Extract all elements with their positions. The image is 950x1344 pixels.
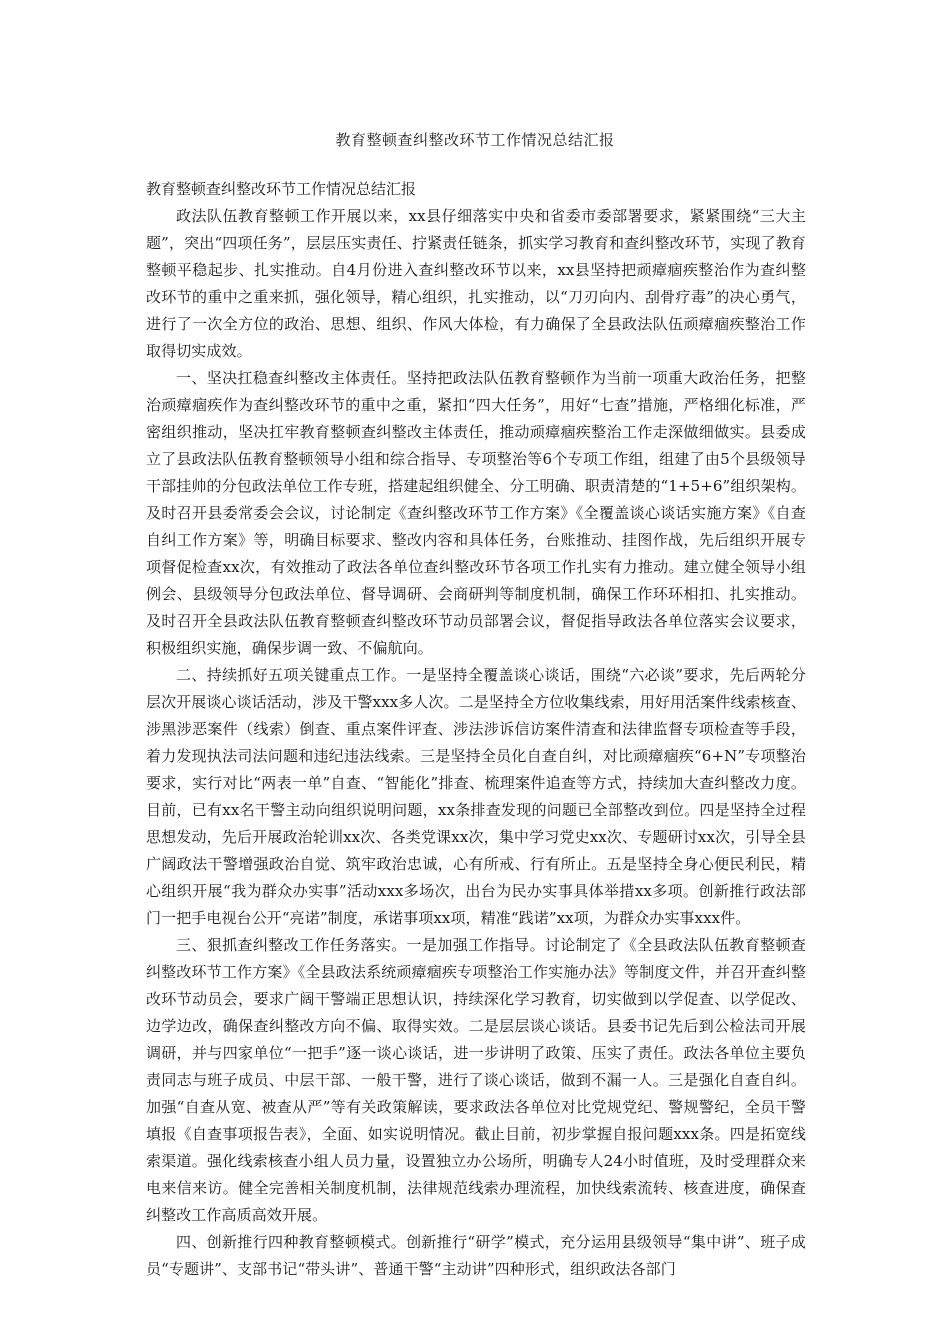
paragraph-intro: 政法队伍教育整顿工作开展以来，xx县仔细落实中央和省委市委部署要求，紧紧围绕“三大主题”，突出“四项任务”，层层压实责任、拧紧责任链条，抓实学习教育和查纠整改环节，实现了教育整顿平稳起步、扎实推动。自4月份进入查纠整改环节以来，xx县坚持把顽瘴痼疾整治作为查纠整改环节的重中之重来抓，强化领导，精心组织，扎实推动，以“刀刃向内、刮骨疗毒”的决心勇气，进行了一次全方位的政治、思想、组织、作风大体检，有力确保了全县政法队伍顽瘴痼疾整治工作取得切实成效。 (146, 207, 806, 360)
document-title: 教育整顿查纠整改环节工作情况总结汇报 (335, 131, 615, 149)
document-subtitle: 教育整顿查纠整改环节工作情况总结汇报 (146, 180, 417, 198)
paragraph-section-1: 一、坚决扛稳查纠整改主体责任。坚持把政法队伍教育整顿作为当前一项重大政治任务，把整治顽瘴痼疾作为查纠整改环节的重中之重，紧扣“四大任务”，用好“七查”措施，严格细化标准，严密组织推动，坚决扛牢教育整顿查纠整改主体责任，推动顽瘴痼疾整治工作走深做细做实。县委成立了县政法队伍教育整顿领导小组和综合指导、专项整治等6个专项工作组，组建了由5个县级领导干部挂帅的分包政法单位工作专班，搭建起组织健全、分工明确、职责清楚的“1+5+6”组织架构。及时召开县委常委会会议，讨论制定《查纠整改环节工作方案》《全覆盖谈心谈话实施方案》《自查自纠工作方案》等，明确目标要求、整改内容和具体任务，台账推动、挂图作战，先后组织开展专项督促检查xx次，有效推动了政法各单位查纠整改环节各项工作扎实有力推动。建立健全领导小组例会、县级领导分包政法单位、督导调研、会商研判等制度机制，确保工作环环相扣、扎实推动。及时召开全县政法队伍教育整顿查纠整改环节动员部署会议，督促指导政法各单位落实会议要求，积极组织实施，确保步调一致、不偏航向。 (146, 369, 806, 657)
paragraph-section-3: 三、狠抓查纠整改工作任务落实。一是加强工作指导。讨论制定了《全县政法队伍教育整顿查纠整改环节工作方案》《全县政法系统顽瘴痼疾专项整治工作实施办法》等制度文件，并召开查纠整改环节动员会，要求广阔干警端正思想认识，持续深化学习教育，切实做到以学促查、以学促改、边学边改，确保查纠整改方向不偏、取得实效。二是层层谈心谈话。县委书记先后到公检法司开展调研，并与四家单位“一把手”逐一谈心谈话，进一步讲明了政策、压实了责任。政法各单位主要负责同志与班子成员、中层干部、一般干警，进行了谈心谈话，做到不漏一人。三是强化自查自纠。加强“自查从宽、被查从严”等有关政策解读，要求政法各单位对比党规党纪、警规警纪，全员干警填报《自查事项报告表》，全面、如实说明情况。截止目前，初步掌握自报问题xxx条。四是拓宽线索渠道。强化线索核查小组人员力量，设置独立办公场所，明确专人24小时值班，及时受理群众来电来信来访。健全完善相关制度机制，法律规范线索办理流程，加快线索流转、核查进度，确保查纠整改工作高质高效开展。 (146, 936, 806, 1224)
paragraph-section-2: 二、持续抓好五项关键重点工作。一是坚持全覆盖谈心谈话，围绕“六必谈”要求，先后两轮分层次开展谈心谈话活动，涉及干警xxx多人次。二是坚持全方位收集线索，用好用活案件线索核查、涉黑涉恶案件（线索）倒查、重点案件评查、涉法涉诉信访案件清查和法律监督专项检查等手段，着力发现执法司法问题和违纪违法线索。三是坚持全员化自查自纠，对比顽瘴痼疾“6+N”专项整治要求，实行对比“两表一单”自查、“智能化”排查、梳理案件追查等方式，持续加大查纠整改力度。目前，已有xx名干警主动向组织说明问题，xx条排查发现的问题已全部整改到位。四是坚持全过程思想发动，先后开展政治轮训xx次、各类党课xx次，集中学习党史xx次、专题研讨xx次，引导全县广阔政法干警增强政治自觉、筑牢政治忠诚，心有所戒、行有所止。五是坚持全身心便民利民，精心组织开展“我为群众办实事”活动xxx多场次，出台为民办实事具体举措xx多项。创新推行政法部门一把手电视台公开“亮诺”制度，承诺事项xx项，精准“践诺”xx项，为群众办实事xxx件。 (146, 666, 806, 927)
paragraph-section-4: 四、创新推行四种教育整顿模式。创新推行“研学”模式，充分运用县级领导“集中讲”、班子成员“专题讲”、支部书记“带头讲”、普通干警“主动讲”四种形式，组织政法各部门 (146, 1233, 806, 1278)
document-body (146, 176, 806, 1283)
